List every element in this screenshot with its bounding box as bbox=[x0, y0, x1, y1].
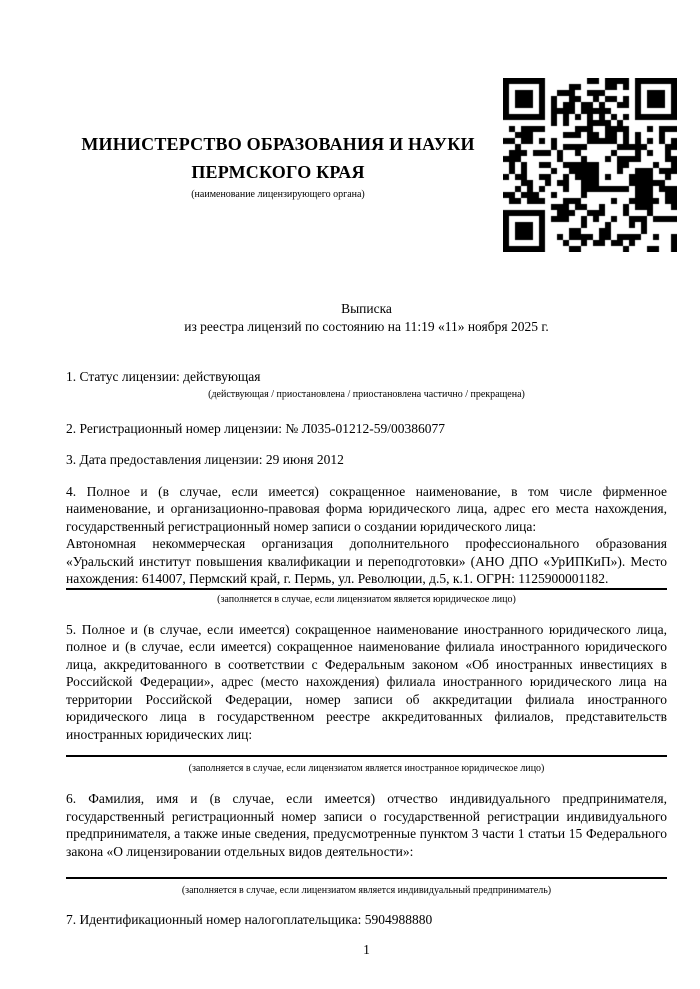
item-license-status-caption: (действующая / приостановлена / приостановлена частично / прекращена) bbox=[208, 388, 525, 400]
individual-entrepreneur-rule bbox=[66, 877, 667, 879]
item-individual-entrepreneur-label: 6. Фамилия, имя и (в случае, если имеется) отчество индивидуального предпринимателя, государственный регистрационный номер записи о государственной регистрации индивидуального предпринимателя, а также иные сведения, предусмотренные пунктом 3 части 1 статьи 15 Федерального закона «О лицензировании отдельных видов деятельности»: bbox=[66, 791, 667, 859]
item-grant-date: 3. Дата предоставления лицензии: 29 июня 2012 bbox=[66, 452, 344, 467]
legal-entity-rule bbox=[66, 588, 667, 590]
item-inn: 7. Идентификационный номер налогоплательщика: 5904988880 bbox=[66, 912, 433, 927]
item-legal-entity-caption: (заполняется в случае, если лицензиатом является юридическое лицо) bbox=[217, 593, 516, 605]
page-number: 1 bbox=[363, 941, 370, 957]
ministry-header bbox=[66, 130, 490, 202]
ministry-name-line1: МИНИСТЕРСТВО ОБРАЗОВАНИЯ И НАУКИ bbox=[81, 134, 475, 154]
document-title-line2: из реестра лицензий по состоянию на 11:19 «11» ноября 2025 г. bbox=[184, 318, 549, 334]
item-legal-entity-label: 4. Полное и (в случае, если имеется) сокращенное наименование, в том числе фирменное наименование, и организационно-правовая форма юридического лица, адрес его места нахождения, государственный регистрационный номер записи о создании юридического лица: bbox=[66, 483, 667, 534]
item-legal-entity-value: Автономная некоммерческая организация дополнительного профессионального образования «Уральский институт повышения квалификации и переподготовки» (АНО ДПО «УрИПКиП»). Место нахождения: 614007, Пермский край, г. Пермь, ул. Революции, д.5, к.1. ОГРН: 1125900001182. bbox=[66, 536, 667, 586]
document-title bbox=[66, 300, 667, 335]
qr-code bbox=[503, 78, 677, 252]
foreign-entity-rule bbox=[66, 755, 667, 757]
item-individual-entrepreneur-caption: (заполняется в случае, если лицензиатом является индивидуальный предприниматель) bbox=[181, 885, 552, 896]
item-license-status: 1. Статус лицензии: действующая bbox=[66, 369, 261, 384]
document-title-line1: Выписка bbox=[341, 301, 392, 316]
ministry-name-line2: ПЕРМСКОГО КРАЯ bbox=[191, 162, 365, 182]
item-registration-number: 2. Регистрационный номер лицензии: № Л035-01212-59/00386077 bbox=[66, 420, 446, 436]
document-body bbox=[66, 300, 667, 958]
item-foreign-entity-caption: (заполняется в случае, если лицензиатом является иностранное юридическое лицо) bbox=[188, 763, 545, 774]
ministry-caption: (наименование лицензирующего органа) bbox=[191, 189, 365, 200]
item-foreign-entity-label: 5. Полное и (в случае, если имеется) сокращенное наименование иностранного юридического лица, полное и (в случае, если имеется) сокращенное наименование филиала иностранного юридического лица, аккредитованного в соответствии с Федеральным законом «Об иностранных инвестициях в Российской Федерации», адрес (место нахождения) филиала иностранного юридического лица на территории Российской Федерации, номер записи об аккредитации филиала иностранного юридического лица в государственном реестре аккредитованных филиалов, представительств иностранных юридических лиц: bbox=[66, 621, 667, 742]
